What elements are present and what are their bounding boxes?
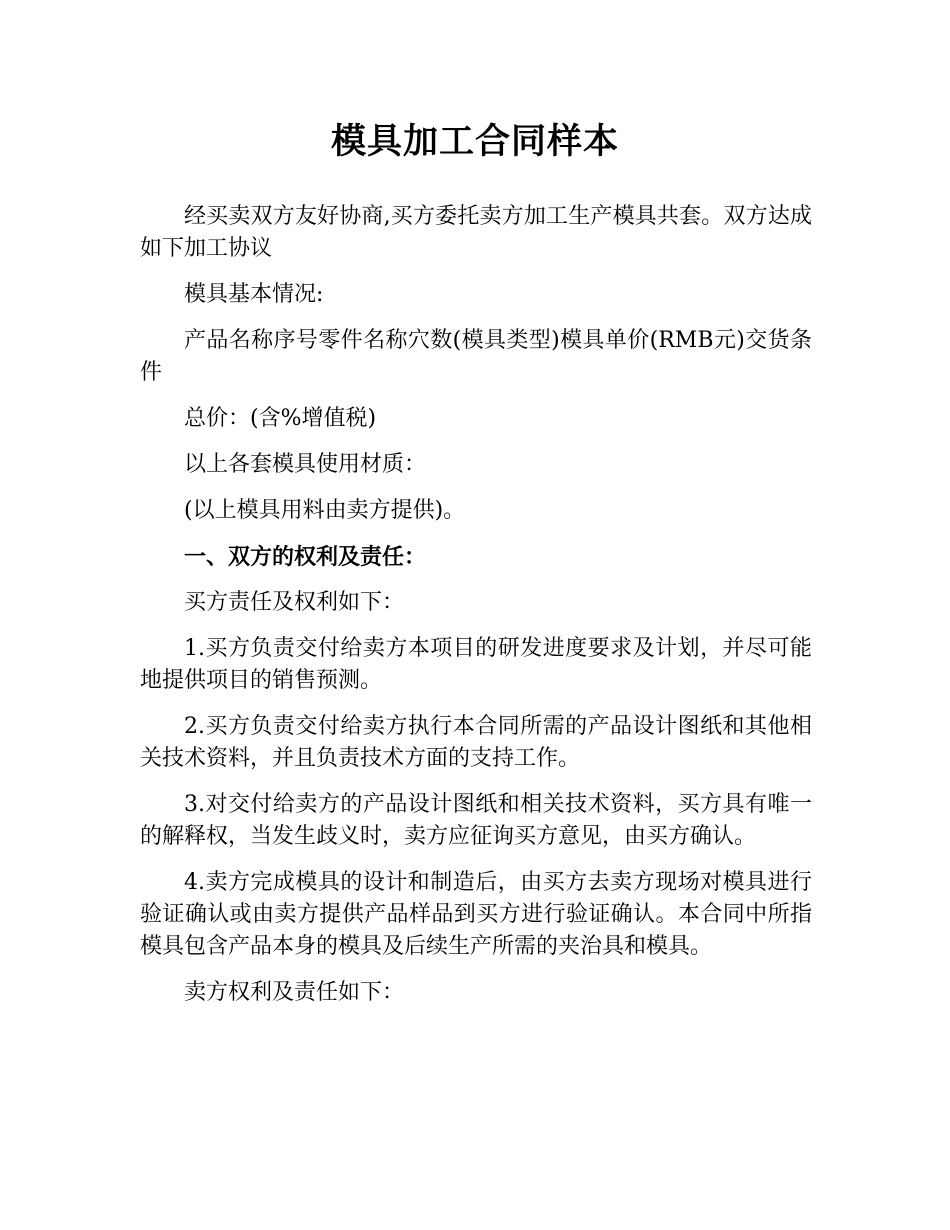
paragraph-buyer-item-1: 1.买方负责交付给卖方本项目的研发进度要求及计划，并尽可能地提供项目的销售预测。 (140, 636, 812, 693)
paragraph-product-columns: 产品名称序号零件名称穴数(模具类型)模具单价(RMB元)交货条件 (140, 328, 812, 385)
paragraph-mold-basics: 模具基本情况: (184, 282, 324, 307)
paragraph-materials: 以上各套模具使用材质： (184, 452, 427, 477)
paragraph-intro: 经买卖双方友好协商,买方委托卖方加工生产模具共套。双方达成如下加工协议 (140, 204, 812, 261)
paragraph-buyer-rights-intro: 买方责任及权利如下： (184, 590, 405, 615)
paragraph-buyer-item-3: 3.对交付给卖方的产品设计图纸和相关技术资料，买方具有唯一的解释权，当发生歧义时，卖方应征询买方意见，由买方确认。 (140, 792, 812, 849)
paragraph-buyer-item-4: 4.卖方完成模具的设计和制造后，由买方去卖方现场对模具进行验证确认或由卖方提供产品样品到买方进行验证确认。本合同中所指模具包含产品本身的模具及后续生产所需的夹治具和模具。 (140, 870, 812, 959)
paragraph-total-price: 总价：(含%增值税) (184, 406, 377, 431)
paragraph-material-supply: (以上模具用料由卖方提供)。 (184, 498, 466, 523)
document-title: 模具加工合同样本 (330, 121, 619, 162)
document-body (140, 201, 812, 1023)
paragraph-seller-rights-intro: 卖方权利及责任如下： (184, 980, 405, 1005)
paragraph-buyer-item-2: 2.买方负责交付给卖方执行本合同所需的产品设计图纸和其他相关技术资料，并且负责技术方面的支持工作。 (140, 714, 812, 771)
section-heading-rights: 一、双方的权利及责任： (184, 544, 427, 570)
